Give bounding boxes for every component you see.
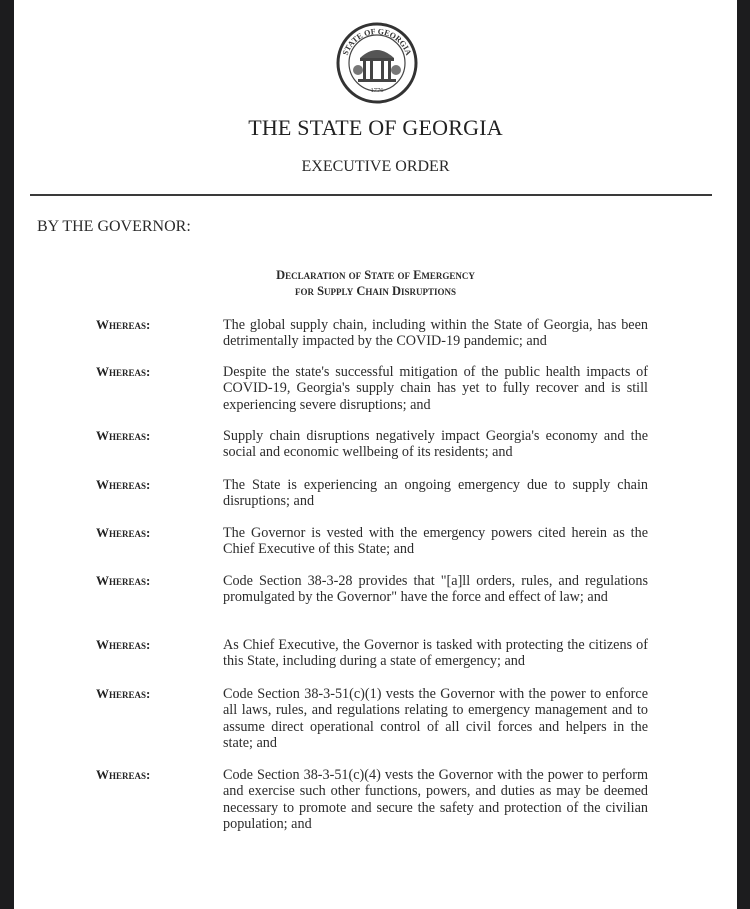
seal-ring-text: STATE OF GEORGIA: [340, 26, 414, 57]
declaration-line-1: Declaration of State of Emergency: [276, 268, 475, 282]
georgia-state-seal-icon: [336, 22, 418, 104]
whereas-text: Code Section 38-3-51(c)(4) vests the Governor with the power to perform and exercise such other functions, powers, and duties as may be deemed necessary to promote and secure the safety and protection of the civilian population; and: [223, 767, 648, 832]
whereas-text: The State is experiencing an ongoing emergency due to supply chain disruptions; and: [223, 477, 648, 510]
whereas-label: Whereas:: [96, 686, 151, 701]
whereas-text: As Chief Executive, the Governor is tasked with protecting the citizens of this State, including during a state of emergency; and: [223, 637, 648, 670]
whereas-label: Whereas:: [96, 477, 151, 492]
whereas-text: Despite the state's successful mitigation of the public health impacts of COVID-19, Georgia's supply chain has yet to fully recover and is still experiencing severe disruptions; and: [223, 364, 648, 413]
whereas-label: Whereas:: [96, 637, 151, 652]
whereas-text: The Governor is vested with the emergency powers cited herein as the Chief Executive of this State; and: [223, 525, 648, 558]
document-title: THE STATE OF GEORGIA: [248, 115, 503, 140]
whereas-text: Supply chain disruptions negatively impact Georgia's economy and the social and economic wellbeing of its residents; and: [223, 428, 648, 461]
seal-year: 1776: [370, 87, 384, 94]
whereas-label: Whereas:: [96, 364, 151, 379]
whereas-label: Whereas:: [96, 428, 151, 443]
declaration-line-2: for Supply Chain Disruptions: [294, 284, 457, 298]
document-subtitle: EXECUTIVE ORDER: [301, 158, 450, 175]
header-divider: [30, 194, 712, 196]
whereas-label: Whereas:: [96, 525, 151, 540]
whereas-text: The global supply chain, including within the State of Georgia, has been detrimentally impacted by the COVID-19 pandemic; and: [223, 317, 648, 350]
whereas-text: Code Section 38-3-51(c)(1) vests the Governor with the power to enforce all laws, rules, and regulations relating to emergency management and to assume direct operational control of all civil forces and helpers in the state; and: [223, 686, 648, 751]
whereas-label: Whereas:: [96, 317, 151, 332]
whereas-label: Whereas:: [96, 573, 151, 588]
whereas-label: Whereas:: [96, 767, 151, 782]
by-the-governor-label: BY THE GOVERNOR:: [37, 218, 191, 235]
declaration-heading: [14, 267, 737, 299]
whereas-text: Code Section 38-3-28 provides that "[a]ll orders, rules, and regulations promulgated by the Governor" have the force and effect of law; and: [223, 573, 648, 606]
document-page: [14, 0, 737, 909]
